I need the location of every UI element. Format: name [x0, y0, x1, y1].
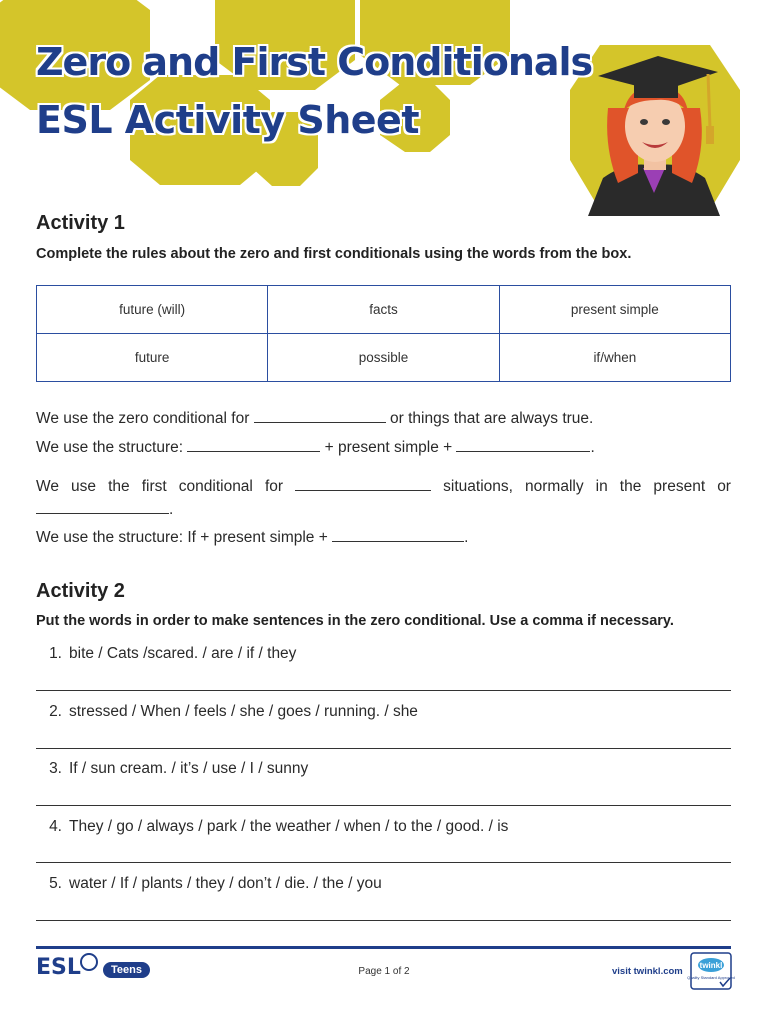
answer-blank[interactable] [36, 499, 169, 514]
word-box [36, 285, 731, 382]
seal-logo-text: twinkl [699, 961, 723, 970]
quality-seal-icon [687, 952, 735, 990]
sentence-text: + present simple + [324, 439, 453, 456]
rule-sentence-1 [36, 408, 731, 428]
sentence-text: . [169, 501, 174, 518]
word-box-cell: possible [268, 334, 499, 382]
activity2-heading: Activity 2 [36, 580, 125, 602]
item-text: bite / Cats /scared. / are / if / they [69, 645, 297, 662]
sentence-text: We use the structure: If + present simple + [36, 529, 328, 546]
word-box-cell: future [37, 334, 268, 382]
answer-line[interactable] [36, 920, 731, 921]
answer-line[interactable] [36, 748, 731, 749]
word-box-row [37, 334, 731, 382]
answer-blank[interactable] [254, 408, 386, 423]
answer-line[interactable] [36, 862, 731, 863]
rule-sentence-3-cont [36, 499, 731, 519]
item-number: 2. [49, 703, 62, 720]
item-number: 4. [49, 818, 62, 835]
sentence-word: normally [525, 478, 584, 495]
word-box-cell: facts [268, 286, 499, 334]
rule-sentence-3 [36, 476, 731, 496]
rule-sentence-4 [36, 527, 731, 547]
item-text: They / go / always / park / the weather / when / to the / good. / is [69, 818, 509, 835]
page-number: Page 1 of 2 [358, 966, 410, 977]
sentence-text: We use the structure: [36, 439, 184, 456]
sentence-word: in [595, 478, 608, 495]
teens-badge: Teens [103, 962, 150, 978]
answer-blank[interactable] [456, 437, 590, 452]
sentence-text: We use the zero conditional for [36, 410, 250, 427]
item-number: 5. [49, 875, 62, 892]
sentence-word: for [264, 478, 284, 495]
sentence-word: the [619, 478, 642, 495]
sentence-word: the [108, 478, 130, 495]
sentence-word: We [36, 478, 59, 495]
rule-sentence-2 [36, 437, 731, 457]
sentence-text: . [590, 439, 595, 456]
answer-line[interactable] [36, 805, 731, 806]
sentence-word: conditional [178, 478, 253, 495]
sentence-text: . [464, 529, 469, 546]
activity2-instruction: Put the words in order to make sentences in the zero conditional. Use a comma if necessary. [36, 613, 674, 629]
word-box-row [37, 286, 731, 334]
answer-blank[interactable] [295, 476, 431, 491]
answer-blank[interactable] [187, 437, 320, 452]
word-box-cell: present simple [499, 286, 730, 334]
item-text: If / sun cream. / it’s / use / I / sunny [69, 760, 309, 777]
item-text: stressed / When / feels / she / goes / running. / she [69, 703, 418, 720]
sentence-word: use [71, 478, 97, 495]
answer-line[interactable] [36, 690, 731, 691]
sentence-word: present [653, 478, 706, 495]
sentence-word: situations, [443, 478, 513, 495]
graduate-illustration [568, 48, 740, 216]
footer-divider [36, 946, 731, 949]
sentence-text: or things that are always true. [390, 410, 594, 427]
item-text: water / If / plants / they / don’t / die. / the / you [69, 875, 382, 892]
sentence-word: first [141, 478, 167, 495]
word-box-cell: if/when [499, 334, 730, 382]
page-subtitle: ESL Activity Sheet [36, 98, 419, 142]
word-box-cell: future (will) [37, 286, 268, 334]
visit-link[interactable]: visit twinkl.com [612, 966, 683, 977]
seal-caption: Quality Standard Approved [687, 975, 735, 980]
sentence-word: or [717, 478, 731, 495]
answer-blank[interactable] [332, 527, 464, 542]
item-number: 1. [49, 645, 62, 662]
activity1-heading: Activity 1 [36, 212, 125, 234]
page-title: Zero and First Conditionals [36, 40, 593, 84]
item-number: 3. [49, 760, 62, 777]
esl-logo: ESL [36, 955, 81, 980]
activity1-instruction: Complete the rules about the zero and first conditionals using the words from the box. [36, 246, 632, 262]
